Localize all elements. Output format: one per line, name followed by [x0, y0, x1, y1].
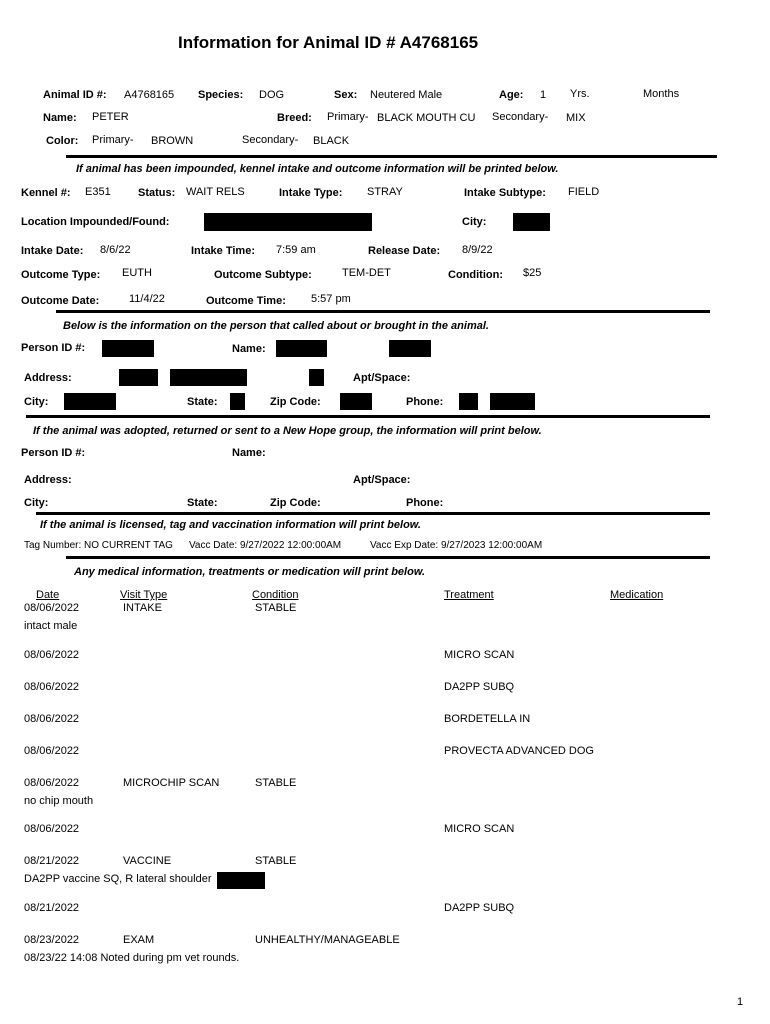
redacted-block — [340, 393, 372, 410]
years-label: Yrs. — [570, 88, 590, 100]
intake-date-value: 8/6/22 — [100, 244, 131, 256]
caller-phone-label: Phone: — [406, 396, 444, 408]
med-note: intact male — [24, 620, 78, 632]
caller-name-label: Name: — [232, 343, 266, 355]
adopter-name-label: Name: — [232, 447, 266, 459]
status-value: WAIT RELS — [186, 186, 245, 198]
med-treatment: DA2PP SUBQ — [444, 681, 515, 693]
page-number: 1 — [737, 996, 744, 1008]
impound-header: If animal has been impounded, kennel intake and outcome information will be printed below. — [76, 163, 559, 175]
vacc-exp-date: Vacc Exp Date: 9/27/2023 12:00:00AM — [370, 540, 543, 551]
breed-label: Breed: — [277, 112, 312, 124]
intake-type-label: Intake Type: — [279, 187, 343, 199]
animal-id-value: A4768165 — [124, 89, 175, 101]
med-date: 08/06/2022 — [24, 713, 80, 725]
medical-header: Any medical information, treatments or medication will print below. — [74, 566, 426, 578]
color-secondary-label: Secondary- — [242, 134, 299, 146]
breed-secondary-value: MIX — [566, 112, 586, 124]
intake-type-value: STRAY — [367, 186, 403, 198]
outcome-subtype-label: Outcome Subtype: — [214, 269, 312, 281]
breed-primary-value: BLACK MOUTH CU — [377, 112, 476, 124]
med-note: 08/23/22 14:08 Noted during pm vet rounds. — [24, 952, 240, 964]
adopter-phone-label: Phone: — [406, 497, 444, 509]
condition-label: Condition: — [448, 269, 503, 281]
caller-apt-label: Apt/Space: — [353, 372, 411, 384]
release-date-value: 8/9/22 — [462, 244, 493, 256]
tag-number: Tag Number: NO CURRENT TAG — [24, 540, 173, 551]
outcome-time-label: Outcome Time: — [206, 295, 286, 307]
med-treatment: MICRO SCAN — [444, 823, 515, 835]
med-visit: EXAM — [123, 934, 155, 946]
divider — [36, 512, 710, 515]
location-label: Location Impounded/Found: — [21, 216, 170, 228]
condition-value: $25 — [523, 267, 542, 279]
divider — [66, 155, 717, 158]
med-note: DA2PP vaccine SQ, R lateral shoulder — [24, 873, 212, 885]
col-treatment-header: Treatment — [444, 589, 494, 601]
caller-zip-label: Zip Code: — [270, 396, 321, 408]
med-condition: STABLE — [255, 602, 297, 614]
med-date: 08/06/2022 — [24, 649, 80, 661]
age-years-value: 1 — [540, 89, 547, 101]
col-date-header: Date — [36, 589, 60, 601]
color-primary-value: BROWN — [151, 135, 194, 147]
intake-subtype-value: FIELD — [568, 186, 600, 198]
adopter-address-label: Address: — [24, 474, 72, 486]
name-label: Name: — [43, 112, 77, 124]
intake-date-label: Intake Date: — [21, 245, 84, 257]
species-value: DOG — [259, 89, 285, 101]
med-date: 08/21/2022 — [24, 902, 80, 914]
redacted-block — [204, 213, 372, 231]
med-date: 08/23/2022 — [24, 934, 80, 946]
med-treatment: BORDETELLA IN — [444, 713, 531, 725]
redacted-block — [217, 872, 265, 889]
color-primary-label: Primary- — [92, 134, 134, 146]
med-visit: MICROCHIP SCAN — [123, 777, 220, 789]
adopter-city-label: City: — [24, 497, 49, 509]
med-visit: INTAKE — [123, 602, 162, 614]
animal-id-label: Animal ID #: — [43, 89, 107, 101]
caller-address-label: Address: — [24, 372, 72, 384]
col-condition-header: Condition — [252, 589, 299, 601]
outcome-type-label: Outcome Type: — [21, 269, 101, 281]
redacted-block — [309, 369, 324, 386]
redacted-block — [513, 213, 550, 231]
vacc-date: Vacc Date: 9/27/2022 12:00:00AM — [189, 540, 342, 551]
kennel-label: Kennel #: — [21, 187, 71, 199]
sex-label: Sex: — [334, 89, 358, 101]
color-label: Color: — [46, 135, 79, 147]
divider — [56, 310, 710, 313]
age-label: Age: — [499, 89, 524, 101]
redacted-block — [389, 340, 431, 357]
med-visit: VACCINE — [123, 855, 172, 867]
med-date: 08/21/2022 — [24, 855, 80, 867]
caller-city-label: City: — [24, 396, 49, 408]
adopter-header: If the animal was adopted, returned or sent to a New Hope group, the information will print below. — [33, 425, 542, 437]
impound-city-label: City: — [462, 216, 487, 228]
redacted-block — [490, 393, 535, 410]
redacted-block — [64, 393, 116, 410]
med-condition: STABLE — [255, 855, 297, 867]
col-visit-header: Visit Type — [120, 589, 168, 601]
license-header: If the animal is licensed, tag and vaccination information will print below. — [40, 519, 421, 531]
caller-header: Below is the information on the person that called about or brought in the animal. — [63, 320, 489, 332]
species-label: Species: — [198, 89, 244, 101]
outcome-time-value: 5:57 pm — [311, 293, 351, 305]
redacted-block — [119, 369, 158, 386]
breed-primary-label: Primary- — [327, 111, 369, 123]
med-treatment: DA2PP SUBQ — [444, 902, 515, 914]
redacted-block — [170, 369, 247, 386]
page-title: Information for Animal ID # A4768165 — [178, 33, 479, 52]
intake-time-value: 7:59 am — [276, 244, 316, 256]
caller-person-id-label: Person ID #: — [21, 342, 86, 354]
med-treatment: MICRO SCAN — [444, 649, 515, 661]
outcome-date-value: 11/4/22 — [129, 293, 165, 305]
med-date: 08/06/2022 — [24, 777, 80, 789]
col-medication-header: Medication — [610, 589, 664, 601]
sex-value: Neutered Male — [370, 89, 443, 101]
intake-subtype-label: Intake Subtype: — [464, 187, 546, 199]
intake-time-label: Intake Time: — [191, 245, 255, 257]
med-treatment: PROVECTA ADVANCED DOG — [444, 745, 594, 757]
med-date: 08/06/2022 — [24, 602, 80, 614]
caller-state-label: State: — [187, 396, 218, 408]
med-date: 08/06/2022 — [24, 823, 80, 835]
med-condition: UNHEALTHY/MANAGEABLE — [255, 934, 400, 946]
outcome-subtype-value: TEM-DET — [342, 267, 391, 279]
med-note: no chip mouth — [24, 795, 94, 807]
color-secondary-value: BLACK — [313, 135, 350, 147]
redacted-block — [459, 393, 478, 410]
outcome-date-label: Outcome Date: — [21, 295, 100, 307]
redacted-block — [102, 340, 154, 357]
kennel-value: E351 — [85, 186, 111, 198]
med-date: 08/06/2022 — [24, 745, 80, 757]
breed-secondary-label: Secondary- — [492, 111, 549, 123]
med-date: 08/06/2022 — [24, 681, 80, 693]
name-value: PETER — [92, 111, 129, 123]
divider — [26, 415, 710, 418]
redacted-block — [276, 340, 327, 357]
status-label: Status: — [138, 187, 176, 199]
adopter-apt-label: Apt/Space: — [353, 474, 411, 486]
adopter-zip-label: Zip Code: — [270, 497, 321, 509]
adopter-person-id-label: Person ID #: — [21, 447, 86, 459]
release-date-label: Release Date: — [368, 245, 441, 257]
redacted-block — [230, 393, 245, 410]
divider — [66, 556, 710, 559]
months-label: Months — [643, 88, 680, 100]
adopter-state-label: State: — [187, 497, 218, 509]
outcome-type-value: EUTH — [122, 267, 152, 279]
med-condition: STABLE — [255, 777, 297, 789]
